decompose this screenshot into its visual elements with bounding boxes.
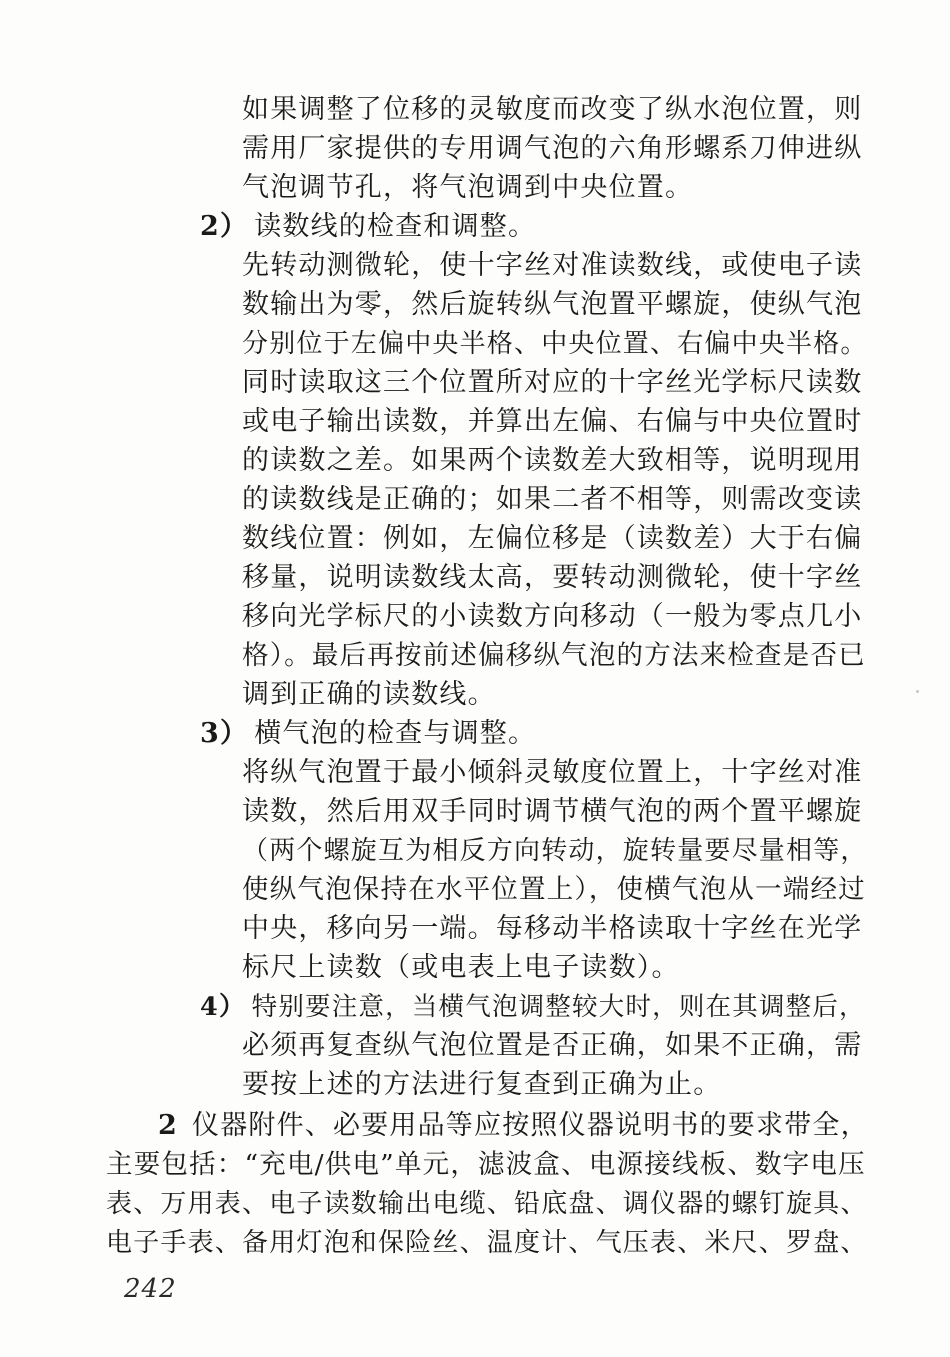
text-line: （两个螺旋互为相反方向转动，旋转量要尽量相等， bbox=[242, 836, 868, 866]
text-line: 调到正确的读数线。 bbox=[242, 679, 496, 710]
text-line: 数输出为零，然后旋转纵气泡置平螺旋，使纵气泡 bbox=[242, 289, 863, 320]
text-line: 要按上述的方法进行复查到正确为止。 bbox=[242, 1069, 722, 1100]
item-2-heading bbox=[200, 209, 536, 245]
text-line: 移向光学标尺的小读数方向移动（一般为零点几小 bbox=[242, 601, 863, 632]
item-3-heading bbox=[200, 716, 536, 752]
text-line: 数线位置：例如，左偏位移是（读数差）大于右偏 bbox=[242, 523, 863, 554]
item-number: 2） bbox=[200, 211, 249, 242]
text-line: 气泡调节孔，将气泡调到中央位置。 bbox=[242, 172, 694, 203]
text-line: 表、万用表、电子读数输出电缆、铅底盘、调仪器的螺钉旋具、 bbox=[106, 1189, 868, 1219]
text-line: 同时读取这三个位置所对应的十字丝光学标尺读数 bbox=[242, 367, 863, 398]
text-line: 格）。最后再按前述偏移纵气泡的方法来检查是否已 bbox=[242, 640, 866, 671]
text-line: 必须再复查纵气泡位置是否正确，如果不正确，需 bbox=[242, 1030, 863, 1061]
item-first-line: 特别要注意，当横气泡调整较大时，则在其调整后， bbox=[251, 992, 866, 1022]
section-number: 2 bbox=[158, 1110, 178, 1141]
text-line: 主要包括：“充电/供电”单元，滤波盒、电源接线板、数字电压 bbox=[106, 1149, 866, 1180]
text-line: 将纵气泡置于最小倾斜灵敏度位置上，十字丝对准 bbox=[242, 757, 863, 788]
text-line: 标尺上读数（或电表上电子读数）。 bbox=[242, 952, 680, 983]
text-line: 如果调整了位移的灵敏度而改变了纵水泡位置，则 bbox=[242, 94, 863, 125]
section-first-line: 仪器附件、必要用品等应按照仪器说明书的要求带全， bbox=[192, 1110, 869, 1141]
item-4-heading bbox=[200, 989, 866, 1025]
item-title: 横气泡的检查与调整。 bbox=[254, 718, 537, 749]
text-line: 使纵气泡保持在水平位置上），使横气泡从一端经过 bbox=[242, 874, 866, 905]
text-line: 需用厂家提供的专用调气泡的六角形螺系刀伸进纵 bbox=[242, 133, 863, 164]
text-line: 的读数之差。如果两个读数差大致相等，说明现用 bbox=[242, 445, 863, 476]
item-number: 4） bbox=[200, 992, 246, 1022]
text-line: 分别位于左偏中央半格、中央位置、右偏中央半格。 bbox=[242, 329, 868, 359]
text-line: 先转动测微轮，使十字丝对准读数线，或使电子读 bbox=[242, 250, 863, 281]
text-line: 中央，移向另一端。每移动半格读取十字丝在光学 bbox=[242, 913, 863, 944]
section-2-heading bbox=[158, 1108, 869, 1144]
text-line: 的读数线是正确的；如果二者不相等，则需改变读 bbox=[242, 484, 863, 515]
text-line: 电子手表、备用灯泡和保险丝、温度计、气压表、米尺、罗盘、 bbox=[106, 1228, 868, 1258]
item-title: 读数线的检查和调整。 bbox=[254, 211, 537, 242]
text-line: 移量，说明读数线太高，要转动测微轮，使十字丝 bbox=[242, 562, 863, 593]
text-line: 读数，然后用双手同时调节横气泡的两个置平螺旋 bbox=[242, 796, 863, 827]
text-line: 或电子输出读数，并算出左偏、右偏与中央位置时 bbox=[242, 406, 863, 437]
page-number: 242 bbox=[124, 1274, 177, 1304]
scan-speck bbox=[916, 690, 919, 693]
item-number: 3） bbox=[200, 718, 249, 749]
